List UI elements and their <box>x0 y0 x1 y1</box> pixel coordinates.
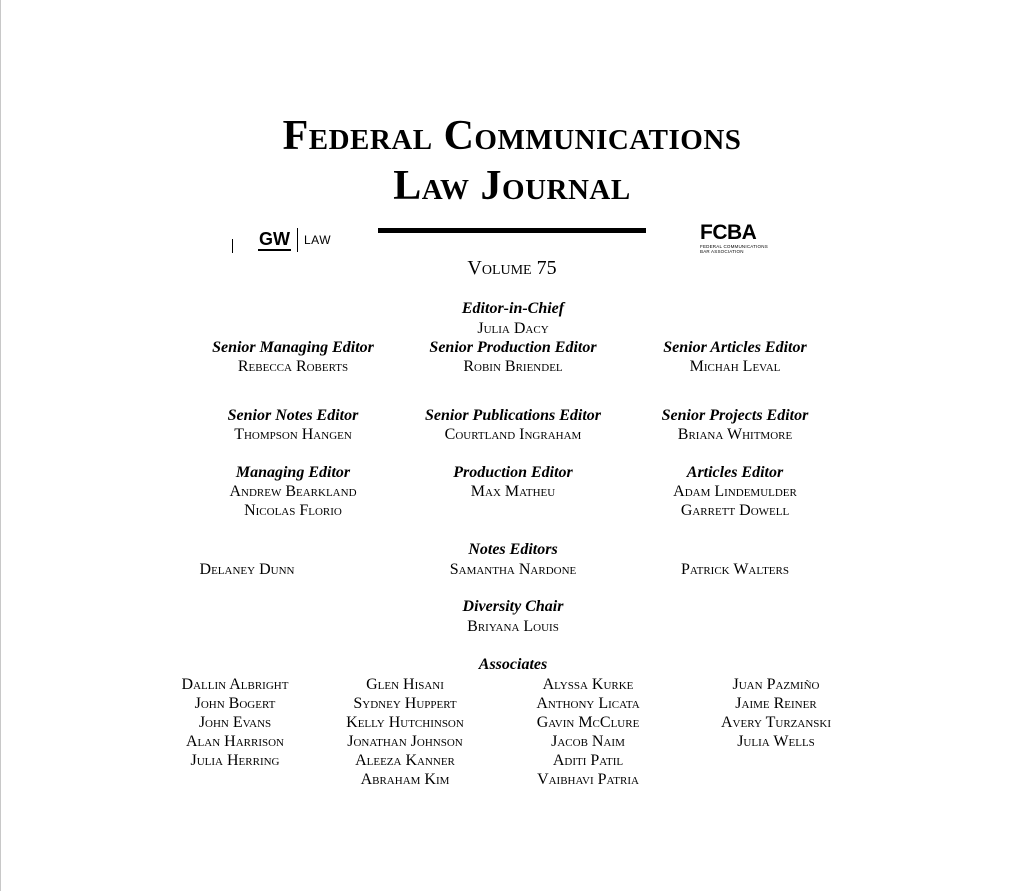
gw-logo-mark: GW <box>259 229 290 249</box>
diversity-chair-role: Diversity Chair <box>462 598 564 615</box>
title-rule <box>378 228 646 233</box>
associate-name: Gavin McClure <box>536 714 640 731</box>
text-cursor <box>232 239 233 253</box>
managing-editor-name: Nicolas Florio <box>244 502 342 519</box>
associate-name: Jonathan Johnson <box>347 733 463 750</box>
associate-name: Kelly Hutchinson <box>346 714 464 731</box>
fcba-logo-subtitle-2: BAR ASSOCIATION <box>700 249 744 254</box>
notes-editor-name: Delaney Dunn <box>199 561 295 578</box>
articles-editor-name: Adam Lindemulder <box>673 483 797 500</box>
editor-in-chief-name: Julia Dacy <box>477 320 549 337</box>
associates-role: Associates <box>478 656 548 673</box>
senior-publications-editor-role: Senior Publications Editor <box>424 407 602 424</box>
gw-logo-divider <box>297 228 298 252</box>
notes-editors-role: Notes Editors <box>468 541 558 558</box>
volume-label: Volume 75 <box>467 257 557 279</box>
associate-name: Jaime Reiner <box>735 695 817 712</box>
senior-notes-editor-role: Senior Notes Editor <box>227 407 359 424</box>
senior-articles-editor-role: Senior Articles Editor <box>663 339 807 356</box>
senior-notes-editor-name: Thompson Hangen <box>234 426 352 443</box>
associate-name: Avery Turzanski <box>721 714 831 731</box>
associate-name: Juan Pazmiño <box>732 676 820 693</box>
senior-publications-editor-name: Courtland Ingraham <box>444 426 582 443</box>
production-editor-name: Max Matheu <box>470 483 556 500</box>
senior-projects-editor-name: Briana Whitmore <box>677 426 793 443</box>
senior-projects-editor-role: Senior Projects Editor <box>661 407 809 424</box>
associate-name: Alan Harrison <box>185 733 284 750</box>
fcba-logo-subtitle-1: FEDERAL COMMUNICATIONS <box>700 244 768 249</box>
senior-articles-editor-name: Michah Leval <box>689 358 781 375</box>
senior-managing-editor-name: Rebecca Roberts <box>237 358 349 375</box>
journal-title-line1: Federal Communications <box>282 113 742 159</box>
associate-name: Aleeza Kanner <box>355 752 455 769</box>
associate-name: Julia Herring <box>190 752 280 769</box>
associate-name: Glen Hisani <box>366 676 444 693</box>
managing-editor-role: Managing Editor <box>235 464 351 481</box>
editor-in-chief-role: Editor-in-Chief <box>461 300 565 317</box>
associate-name: Abraham Kim <box>360 771 450 788</box>
gw-law-logo <box>258 227 331 253</box>
associate-name: Dallin Albright <box>181 676 289 693</box>
associate-name: Alyssa Kurke <box>542 676 634 693</box>
senior-production-editor-role: Senior Production Editor <box>429 339 597 356</box>
associate-name: Sydney Huppert <box>353 695 457 712</box>
fcba-logo-mark: FCBA <box>700 221 757 244</box>
associate-name: Julia Wells <box>737 733 815 750</box>
notes-editor-name: Patrick Walters <box>681 561 789 578</box>
associate-name: John Bogert <box>194 695 276 712</box>
production-editor-role: Production Editor <box>453 464 573 481</box>
articles-editor-name: Garrett Dowell <box>680 502 790 519</box>
notes-editor-name: Samantha Nardone <box>449 561 577 578</box>
associate-name: Anthony Licata <box>536 695 640 712</box>
senior-production-editor-name: Robin Briendel <box>463 358 563 375</box>
articles-editor-role: Articles Editor <box>686 464 784 481</box>
diversity-chair-name: Briyana Louis <box>467 618 559 635</box>
fcba-logo <box>700 222 780 254</box>
associate-name: John Evans <box>198 714 272 731</box>
journal-title-line2: Law Journal <box>393 163 631 209</box>
managing-editor-name: Andrew Bearkland <box>229 483 357 500</box>
associate-name: Vaibhavi Patria <box>537 771 639 788</box>
associate-name: Aditi Patil <box>552 752 624 769</box>
senior-managing-editor-role: Senior Managing Editor <box>212 339 374 356</box>
associate-name: Jacob Naim <box>551 733 625 750</box>
gw-logo-text: LAW <box>304 233 332 247</box>
